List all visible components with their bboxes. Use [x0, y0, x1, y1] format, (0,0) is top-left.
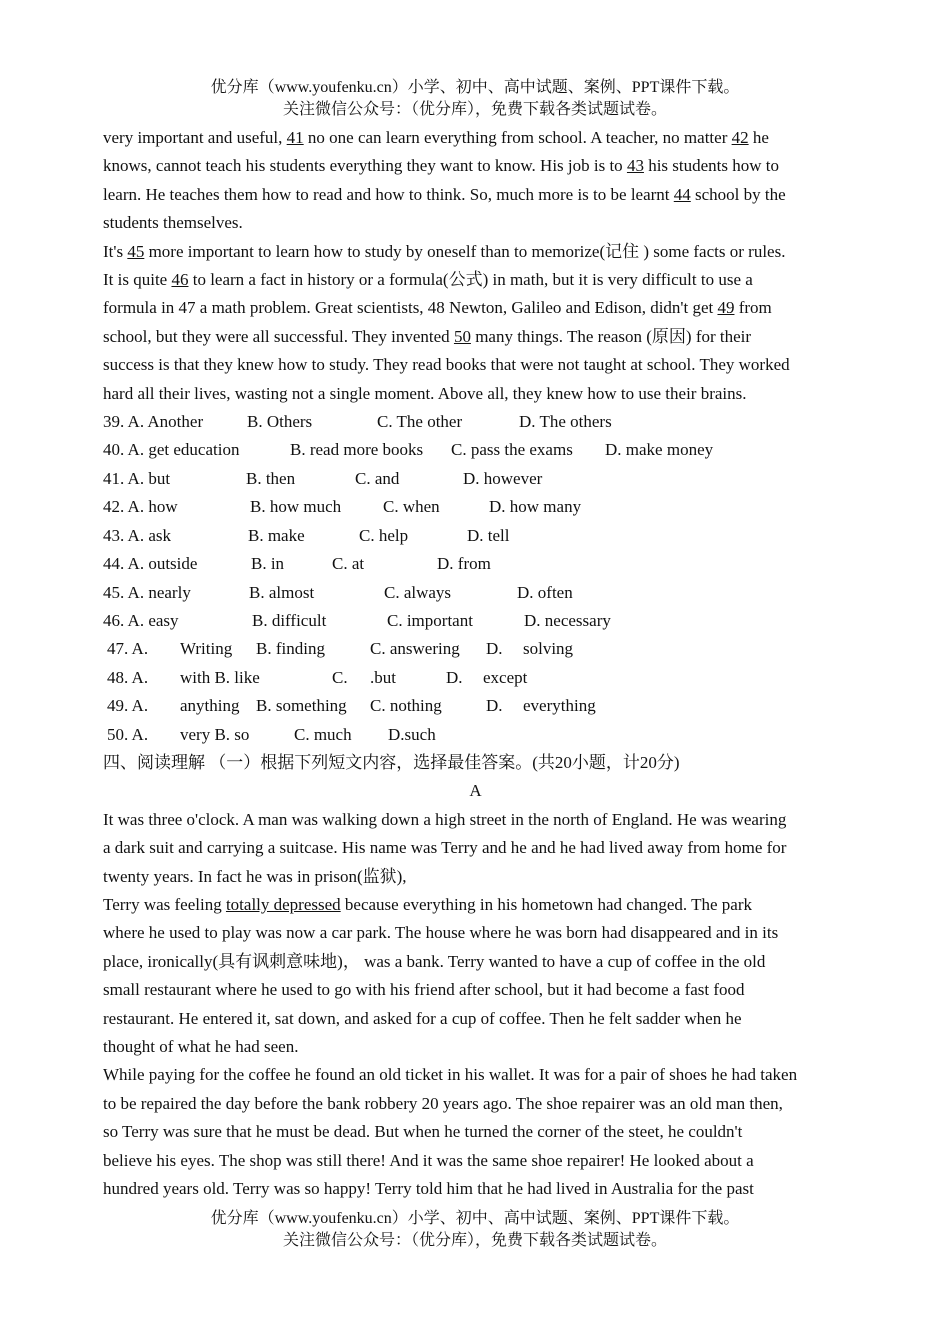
- option-row-44: 44. A. outside B. in C. at D. from: [103, 554, 491, 574]
- cloze-line: students themselves.: [103, 213, 243, 233]
- blank-49: 49: [717, 298, 735, 318]
- passage-line: place, ironically(具有讽刺意味地)， was a bank. Terry wanted to have a cup of coffee in the old: [103, 951, 766, 971]
- cloze-line: learn. He teaches them how to read and how to think. So, much more is to be learnt 44 school by the: [103, 184, 786, 204]
- cloze-line: formula in 47 a math problem. Great scientists, 48 Newton, Galileo and Edison, didn't get 49 from: [103, 298, 772, 318]
- cloze-line: knows, cannot teach his students everything they want to know. His job is to 43 his students how to: [103, 156, 779, 176]
- blank-43: 43: [626, 156, 644, 176]
- option-row-45: 45. A. nearly B. almost C. always D. often: [103, 582, 573, 602]
- passage-line: While paying for the coffee he found an old ticket in his wallet. It was for a pair of shoes he had taken: [103, 1065, 798, 1085]
- header-line-2: 关注微信公众号：（优分库），免费下载各类试题试卷。: [282, 101, 667, 118]
- footer-line-2: 关注微信公众号：（优分库），免费下载各类试题试卷。: [282, 1232, 667, 1249]
- cloze-line: It's 45 more important to learn how to study by oneself than to memorize(记住 ) some facts or rules.: [103, 241, 786, 261]
- header-line-1: 优分库（www.youfenku.cn）小学、初中、高中试题、案例、PPT课件下载。: [210, 79, 740, 96]
- section-heading: 四、阅读理解 （一）根据下列短文内容，选择最佳答案。(共20小题，计20分): [103, 752, 680, 772]
- document-body: [103, 124, 848, 1203]
- cloze-line: hard all their lives, wasting not a single moment. Above all, they knew how to use their brains.: [103, 383, 747, 403]
- passage-line: so Terry was sure that he must be dead. But when he turned the corner of the steet, he couldn't: [103, 1122, 743, 1142]
- option-row-50: 50. A. very B. so C. much D.such: [107, 724, 436, 744]
- option-row-48: 48. A. with B. like C. .but D. except: [107, 667, 528, 687]
- passage-line: where he used to play was now a car park. The house where he was born had disappeared and in its: [103, 923, 779, 943]
- passage-line: small restaurant where he used to go with his friend after school, but it had become a fast food: [103, 980, 745, 1000]
- cloze-line: very important and useful, 41 no one can learn everything from school. A teacher, no matter 42 he: [103, 128, 769, 147]
- underlined-phrase: totally depressed: [225, 894, 341, 914]
- passage-line: believe his eyes. The shop was still there! And it was the same shoe repairer! He looked about a: [103, 1150, 754, 1170]
- option-row-43: 43. A. ask B. make C. help D. tell: [103, 525, 510, 545]
- passage-line: to be repaired the day before the bank robbery 20 years ago. The shoe repairer was an old man then,: [103, 1093, 783, 1113]
- passage-line: Terry was feeling totally depressed because everything in his hometown had changed. The park: [103, 894, 753, 914]
- blank-50: 50: [453, 326, 471, 346]
- passage-label: A: [469, 781, 482, 801]
- cloze-line: success is that they knew how to study. They read books that were not taught at school. They worked: [103, 355, 790, 375]
- blank-44: 44: [673, 184, 691, 204]
- passage-line: thought of what he had seen.: [103, 1037, 299, 1056]
- passage-line: hundred years old. Terry was so happy! Terry told him that he had lived in Australia for the past: [103, 1179, 754, 1199]
- page-footer: [0, 1208, 950, 1252]
- footer-line-1: 优分库（www.youfenku.cn）小学、初中、高中试题、案例、PPT课件下载。: [210, 1210, 740, 1227]
- passage-line: It was three o'clock. A man was walking down a high street in the north of England. He was wearing: [103, 809, 787, 829]
- blank-46: 46: [171, 270, 189, 290]
- page-header: [0, 77, 950, 121]
- option-row-40: 40. A. get education B. read more books C. pass the exams D. make money: [103, 440, 714, 460]
- blank-41: 41: [286, 128, 304, 147]
- blank-42: 42: [731, 128, 749, 147]
- passage-line: restaurant. He entered it, sat down, and asked for a cup of coffee. Then he felt sadder when he: [103, 1008, 742, 1028]
- passage-line: twenty years. In fact he was in prison(监狱),: [103, 866, 407, 886]
- cloze-line: It is quite 46 to learn a fact in history or a formula(公式) in math, but it is very difficult to use a: [103, 270, 753, 290]
- option-row-41: 41. A. but B. then C. and D. however: [103, 468, 543, 488]
- option-row-46: 46. A. easy B. difficult C. important D. necessary: [103, 610, 611, 630]
- cloze-line: school, but they were all successful. They invented 50 many things. The reason (原因) for their: [103, 326, 752, 346]
- option-row-42: 42. A. how B. how much C. when D. how many: [103, 497, 582, 517]
- option-row-39: 39. A. Another B. Others C. The other D. The others: [103, 412, 612, 432]
- blank-45: 45: [127, 241, 145, 261]
- passage-line: a dark suit and carrying a suitcase. His name was Terry and he and he had lived away from home for: [103, 838, 787, 858]
- option-row-49: 49. A. anything B. something C. nothing D. everything: [107, 696, 596, 716]
- option-row-47: 47. A. Writing B. finding C. answering D. solving: [107, 639, 574, 659]
